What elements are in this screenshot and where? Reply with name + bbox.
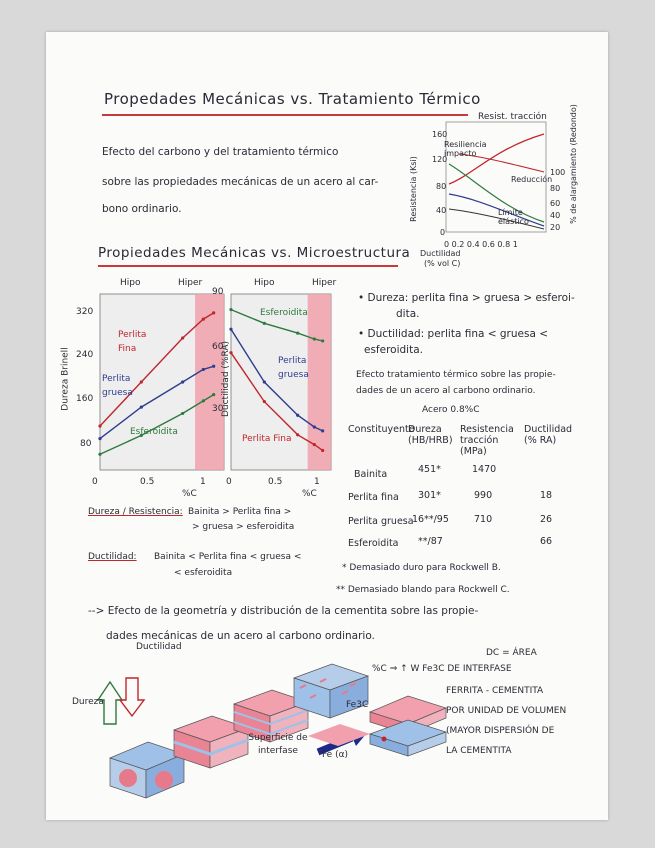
summary-dureza-line1: Bainita > Perlita fina > [188,507,292,517]
series-point [263,400,266,403]
series-point [212,393,215,396]
series-point [229,328,232,331]
dureza-arrow-label: Dureza [72,697,104,707]
ductility-unit: (% vol C) [424,259,461,268]
tensile-y2-tick-3: 40 [550,211,561,220]
series-point [296,332,299,335]
dc-area-label: DC = ÁREA [486,648,537,658]
left-x-tick-2: 1 [200,477,206,487]
right-x-tick-2: 1 [314,477,320,487]
series-point [296,414,299,417]
label-elastic: Límite elástico [498,208,529,226]
left-y-tick-2: 160 [76,394,94,404]
left-series-label-perlita-fina: Perlita Fina [118,330,147,354]
tensile-y2-tick-0: 100 [550,168,566,177]
left-y-tick-3: 80 [80,439,92,449]
left-hiper-label: Hiper [178,278,203,288]
microstructure-blocks-illustration [88,638,388,813]
table-row-2-resist: 710 [474,514,493,525]
tensile-y2-tick-2: 60 [550,199,561,208]
right-note-2: POR UNIDAD DE VOLUMEN [446,706,567,716]
table-row-1-dureza: 301* [418,490,441,501]
tensile-elongation-axis-label: % de alargamiento (Redondo) [568,104,578,224]
tensile-y-tick-4: 0 [440,228,446,237]
series-point [321,339,324,342]
page-title: Propedades Mecánicas vs. Tratamiento Térmico [104,90,481,108]
note-line-1: Efecto tratamiento térmico sobre las propie- [356,370,556,380]
ductilidad-arrow-label: Ductilidad [136,642,182,652]
fe3c-fe-illustration [364,682,454,762]
right-note-4: LA CEMENTITA [446,746,512,756]
label-reduction: Reducción [511,175,553,184]
series-point [229,308,232,311]
tensile-y-tick-2: 80 [436,182,447,191]
left-series-label-perlita-gruesa: Perlita gruesa [102,374,133,398]
tensile-y-tick-1: 120 [432,155,448,164]
series-point [202,318,205,321]
right-y-tick-2: 30 [212,404,224,414]
tensile-y2-tick-1: 80 [550,184,561,193]
table-row-3-dureza: **/87 [418,536,443,547]
notebook-page [46,32,608,820]
left-x-tick-1: 0.5 [140,477,155,487]
table-row-3-duct: 66 [540,536,553,547]
right-x-tick-1: 0.5 [268,477,283,487]
formula-label: %C ⇒ ↑ W Fe3C DE INTERFASE [372,664,512,674]
table-header-constituyente: Constituyente [348,424,415,435]
series-point [202,368,205,371]
ductility-label: Ductilidad [420,249,461,258]
table-row-0-resist: 1470 [472,464,497,475]
table-row-0-dureza: 451* [418,464,441,475]
table-header-ductilidad: Ductilidad (% RA) [524,424,573,446]
label-resist-traction: Resist. tracción [478,112,547,122]
fe-alpha-label: Fe (α) [322,750,349,760]
table-row-2-name: Perlita gruesa [348,516,414,527]
block-spheroidite [110,742,184,798]
footnote-2: ** Demasiado blando para Rockwell C. [336,585,510,595]
right-hipo-label: Hipo [254,278,275,288]
series-point [212,365,215,368]
fe3c-label: Fe3C [346,700,369,710]
series-point [212,311,215,314]
left-hipo-label: Hipo [120,278,141,288]
series-point [98,424,101,427]
summary-dureza-label: Dureza / Resistencia: [88,507,183,517]
right-x-unit: %C [302,489,317,499]
right-hiper-label: Hiper [312,278,337,288]
table-row-3-name: Esferoidita [348,538,399,549]
summary-dureza-line2: > gruesa > esferoidita [192,522,295,532]
series-point [296,433,299,436]
table-header-dureza: Dureza (HB/HRB) [408,424,453,446]
table-row-1-resist: 990 [474,490,493,501]
series-point [202,399,205,402]
series-point [313,443,316,446]
series-point [98,437,101,440]
tensile-yield-axis-label: Resistencia (Ksi) [408,156,418,222]
series-point [321,429,324,432]
summary-ductilidad-label: Ductilidad: [88,552,137,562]
right-series-label-esferoidita: Esferoidita [260,308,308,318]
bullet-dureza-2: dita. [396,308,420,320]
tensile-y-tick-3: 40 [436,206,447,215]
right-note-1: FERRITA - CEMENTITA [446,686,544,696]
series-point [321,449,324,452]
summary-ductilidad-line2: < esferoidita [174,568,233,578]
summary-ductilidad-line1: Bainita < Perlita fina < gruesa < [154,552,302,562]
left-y-label: Dureza Brinell [60,347,71,411]
left-series-label-esferoidita: Esferoidita [130,427,178,437]
note-line-2: dades de un acero al carbono ordinario. [356,386,536,396]
table-row-2-duct: 26 [540,514,553,525]
right-y-tick-1: 60 [212,342,224,352]
hiper-region [308,294,331,470]
series-point [181,412,184,415]
right-series-label-perlita-fina: Perlita Fina [242,434,292,444]
fe3c-block [308,724,370,746]
geometry-line-2: dades mecánicas de un acero al carbono ordinario. [106,630,375,642]
tensile-y-tick-0: 160 [432,130,448,139]
series-point [313,425,316,428]
table-row-1-duct: 18 [540,490,553,501]
section-underline [98,265,398,267]
section-microstructure-title: Propiedades Mecánicas vs. Microestructura [98,245,411,261]
intro-line-1: Efecto del carbono y del tratamiento térmico [102,146,339,158]
left-y-tick-1: 240 [76,350,94,360]
left-x-unit: %C [182,489,197,499]
series-point [140,406,143,409]
right-note-3: (MAYOR DISPERSIÓN DE [446,726,555,736]
right-series-label-perlita-gruesa: Perlita gruesa [278,356,309,380]
right-y-label: Ductilidad (%RA) [221,340,232,418]
steel-label: Acero 0.8%C [422,405,480,415]
series-point [263,322,266,325]
geometry-line-1: --> Efecto de la geometría y distribución de la cementita sobre las propie- [88,605,479,617]
tensile-y2-tick-4: 20 [550,223,561,232]
series-point [98,453,101,456]
series-point [263,380,266,383]
series-point [181,336,184,339]
label-impact: Resiliencia impacto [444,140,487,158]
right-y-tick-0: 90 [212,287,224,297]
right-x-tick-0: 0 [226,477,232,487]
superficie-label: Superficie de interfase [248,733,308,756]
series-point [181,380,184,383]
bullet-ductilidad-1: • Ductilidad: perlita fina < gruesa < [358,328,549,340]
ductilidad-down-arrow [120,678,144,716]
left-x-tick-0: 0 [92,477,98,487]
intro-line-2: sobre las propiedades mecánicas de un acero al car- [102,176,379,188]
bullet-ductilidad-2: esferoidita. [364,344,423,356]
left-y-tick-0: 320 [76,307,94,317]
intro-line-3: bono ordinario. [102,203,182,215]
table-row-1-name: Perlita fina [348,492,399,503]
bullet-dureza-1: • Dureza: perlita fina > gruesa > esferoi- [358,292,575,304]
tensile-x-ticks: 0 0.2 0.4 0.6 0.8 1 [444,240,518,249]
table-header-resistencia: Resistencia tracción (MPa) [460,424,514,457]
footnote-1: * Demasiado duro para Rockwell B. [342,563,501,573]
series-point [313,337,316,340]
table-row-0-name: Bainita [354,469,388,480]
table-row-2-dureza: 16**/95 [412,514,449,525]
